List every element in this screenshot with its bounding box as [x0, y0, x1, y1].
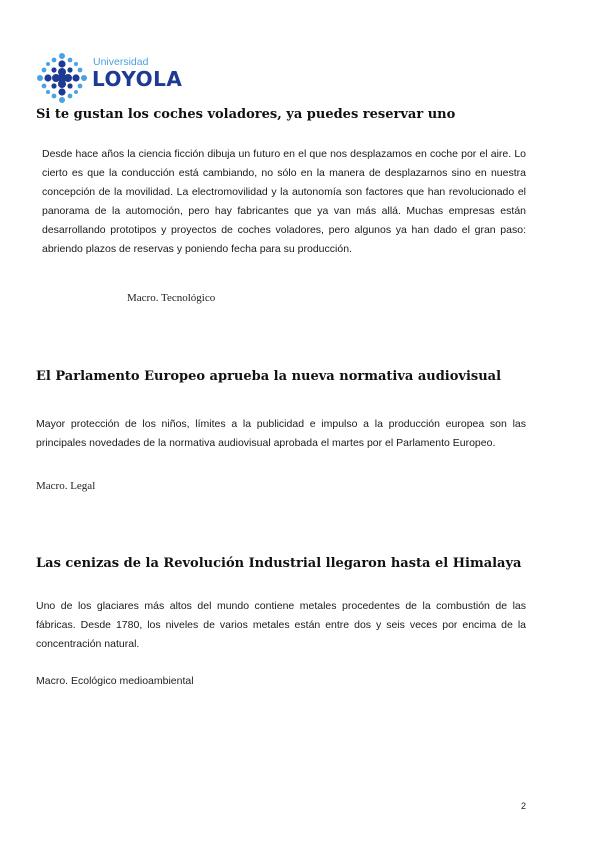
article-3-title: Las cenizas de la Revolución Industrial llegaron hasta el Himalaya [36, 556, 522, 571]
article-3-category: Macro. Ecológico medioambiental [36, 675, 194, 687]
university-logo [36, 52, 201, 104]
logo-small-text: Universidad [93, 56, 149, 68]
article-2-body: Mayor protección de los niños, límites a la publicidad e impulso a la producción europea son las principales novedades de la normativa audiovisual aprobada el martes por el Parlamento Europeo. [36, 418, 526, 449]
logo-big-text: LOYOLA [92, 67, 183, 91]
article-2-title: El Parlamento Europeo aprueba la nueva normativa audiovisual [36, 369, 502, 384]
article-2-category: Macro. Legal [36, 480, 96, 492]
article-3-body: Uno de los glaciares más altos del mundo contiene metales procedentes de la combustión de las fábricas. Desde 1780, los niveles de varios metales están entre dos y seis veces por encima de la concentración natural. [36, 600, 526, 650]
article-1-category: Macro. Tecnológico [127, 292, 216, 304]
page-number: 2 [521, 801, 527, 811]
article-1-title: Si te gustan los coches voladores, ya puedes reservar uno [36, 107, 456, 122]
article-1-body: Desde hace años la ciencia ficción dibuja un futuro en el que nos desplazamos en coche por el aire. Lo cierto es que la conducción está cambiando, no sólo en la manera de desplazarnos sino en nuestra concepción de la movilidad. La electromovilidad y la autonomía son factores que han revolucionado el panorama de la automoción, pero hay fabricantes que ya van más allá. Muchas empresas están desarrollando prototipos y proyectos de coches voladores, pero algunos ya han dado el gran paso: abriendo plazos de reservas y poniendo fecha para su producción. [42, 148, 526, 255]
logo-cross-icon [36, 52, 88, 104]
